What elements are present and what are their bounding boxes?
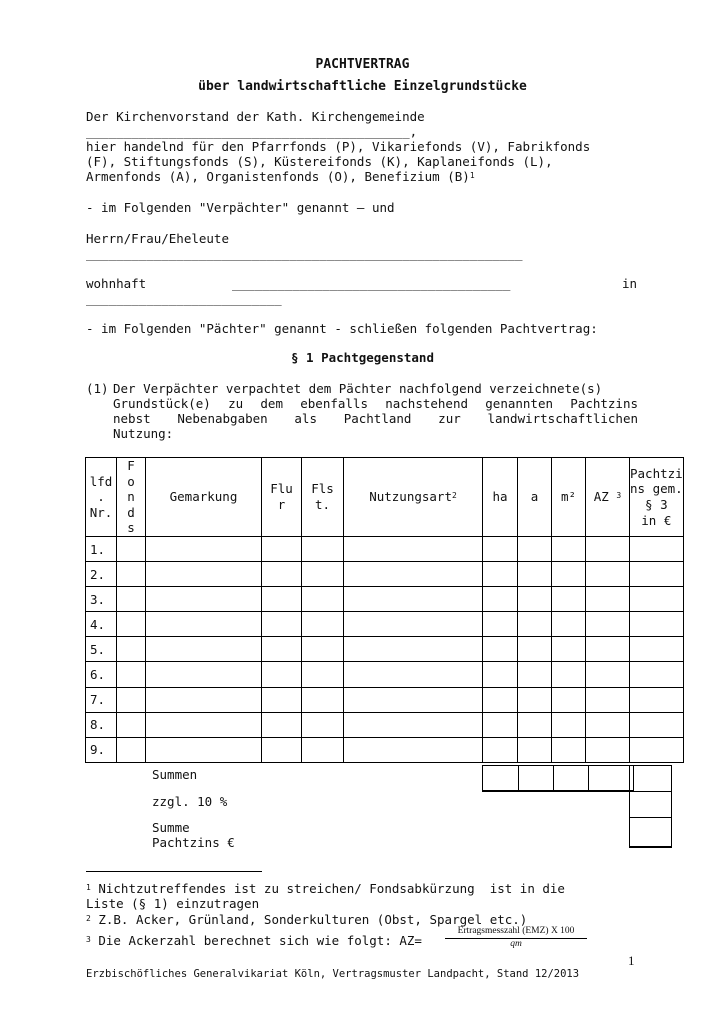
paechter-line: - im Folgenden "Pächter" genannt - schließen folgenden Pachtvertrag: <box>86 321 598 336</box>
table-cell[interactable] <box>344 662 483 687</box>
herr-label: Herrn/Frau/Eheleute <box>86 231 229 246</box>
intro-line-3: (F), Stiftungsfonds (S), Küstereifonds (K), Kaplaneifonds (L), <box>86 154 553 169</box>
header-lfd-nr <box>86 458 117 537</box>
table-cell[interactable] <box>483 637 518 662</box>
table-cell[interactable] <box>630 662 684 687</box>
table-cell[interactable] <box>302 737 344 762</box>
sum-a-cell[interactable] <box>519 766 554 791</box>
zzgl-pachtzins-cell[interactable] <box>630 792 672 818</box>
table-cell[interactable] <box>146 612 262 637</box>
row-number: 3. <box>86 587 117 612</box>
wohnhaft-blank[interactable]: _____________________________________ <box>232 276 511 291</box>
table-cell[interactable] <box>146 687 262 712</box>
table-cell[interactable] <box>586 687 630 712</box>
table-cell[interactable] <box>344 612 483 637</box>
parcel-table <box>85 457 684 763</box>
sum-double-underline <box>482 791 630 792</box>
para-1-line-3: nebst Nebenabgaben als Pachtland zur landwirtschaftlichen <box>113 411 638 426</box>
table-cell[interactable] <box>483 612 518 637</box>
table-cell[interactable] <box>518 637 552 662</box>
header-lfd-part: Nr. <box>89 504 113 520</box>
header-fonds <box>117 458 146 537</box>
header-flur <box>262 458 302 537</box>
sum-az-cell[interactable] <box>589 766 634 791</box>
total-pachtzins-cell[interactable] <box>630 818 672 848</box>
table-cell[interactable] <box>552 587 586 612</box>
table-cell[interactable] <box>117 637 146 662</box>
church-name-blank[interactable]: ___________________________________________, <box>86 124 418 139</box>
table-cell[interactable] <box>344 737 483 762</box>
table-cell[interactable] <box>146 712 262 737</box>
wohnhaft-label: wohnhaft <box>86 276 147 291</box>
table-cell[interactable] <box>117 687 146 712</box>
para-1-line-3-wrap <box>113 411 638 427</box>
intro-line-4 <box>86 169 475 185</box>
table-cell[interactable] <box>630 637 684 662</box>
table-cell[interactable] <box>117 712 146 737</box>
table-cell[interactable] <box>146 662 262 687</box>
table-cell[interactable] <box>630 712 684 737</box>
page-footer: Erzbischöfliches Generalvikariat Köln, Vertragsmuster Landpacht, Stand 12/2013 <box>86 968 580 980</box>
az-formula <box>445 926 587 950</box>
table-cell[interactable] <box>146 637 262 662</box>
header-lfd-part: lfd <box>89 473 113 489</box>
row-number: 4. <box>86 612 117 637</box>
footnote-ref-2: 2 <box>451 491 457 501</box>
table-cell[interactable] <box>552 687 586 712</box>
table-cell[interactable] <box>552 712 586 737</box>
table-cell[interactable] <box>630 536 684 561</box>
header-ha: ha <box>483 458 518 537</box>
zzgl-label: zzgl. 10 % <box>152 794 228 809</box>
header-pachtzins-part: ns gem. <box>630 481 683 497</box>
para-1-line-2-wrap <box>113 396 638 412</box>
footnote-ref-1: 1 <box>469 171 475 180</box>
table-cell[interactable] <box>302 587 344 612</box>
table-cell[interactable] <box>552 536 586 561</box>
table-row <box>86 536 684 561</box>
header-pachtzins <box>630 458 684 537</box>
footnote-1 <box>86 881 565 897</box>
table-cell[interactable] <box>146 587 262 612</box>
az-formula-numerator: Ertragsmesszahl (EMZ) X 100 <box>445 926 587 939</box>
table-cell[interactable] <box>518 587 552 612</box>
table-cell[interactable] <box>262 637 302 662</box>
header-fonds-part: n <box>127 489 135 505</box>
table-cell[interactable] <box>262 712 302 737</box>
footnote-1-line-2: Liste (§ 1) einzutragen <box>86 896 260 911</box>
header-flur-part: r <box>277 496 286 512</box>
summe-label-1: Summe <box>152 820 190 835</box>
table-cell[interactable] <box>552 737 586 762</box>
table-cell[interactable] <box>518 536 552 561</box>
para-1-line-2: Grundstück(e) zu dem ebenfalls nachstehend genannten Pachtzins <box>113 396 638 411</box>
table-cell[interactable] <box>518 687 552 712</box>
table-row <box>86 662 684 687</box>
table-cell[interactable] <box>552 637 586 662</box>
table-row <box>86 612 684 637</box>
table-cell[interactable] <box>630 587 684 612</box>
table-row <box>86 637 684 662</box>
verpaechter-line: - im Folgenden "Verpächter" genannt – und <box>86 200 395 215</box>
table-cell[interactable] <box>586 712 630 737</box>
section-1-title: § 1 Pachtgegenstand <box>291 350 434 365</box>
header-nutzungsart-text: Nutzungsart <box>369 489 452 505</box>
table-cell[interactable] <box>262 662 302 687</box>
table-cell[interactable] <box>586 662 630 687</box>
table-cell[interactable] <box>483 562 518 587</box>
table-cell[interactable] <box>302 536 344 561</box>
footnote-2-mark: 2 <box>86 914 91 923</box>
row-number: 7. <box>86 687 117 712</box>
header-lfd-part: . <box>97 489 105 505</box>
summen-label: Summen <box>152 767 198 782</box>
table-cell[interactable] <box>262 737 302 762</box>
table-cell[interactable] <box>483 587 518 612</box>
table-cell[interactable] <box>117 737 146 762</box>
table-cell[interactable] <box>518 737 552 762</box>
table-row <box>86 737 684 762</box>
footnote-2-text: Z.B. Acker, Grünland, Sonderkulturen (Obst, Spargel etc.) <box>98 912 528 927</box>
page-number: 1 <box>628 953 635 968</box>
table-cell[interactable] <box>518 562 552 587</box>
row-number: 9. <box>86 737 117 762</box>
row-number: 5. <box>86 637 117 662</box>
table-cell[interactable] <box>344 637 483 662</box>
footnote-3 <box>86 933 422 949</box>
table-cell[interactable] <box>344 712 483 737</box>
table-cell[interactable] <box>302 612 344 637</box>
header-fonds-part: o <box>127 473 135 489</box>
document-subtitle: über landwirtschaftliche Einzelgrundstücke <box>198 79 527 94</box>
table-row <box>86 687 684 712</box>
header-fonds-part: s <box>127 520 135 536</box>
table-cell[interactable] <box>586 637 630 662</box>
table-cell[interactable] <box>552 612 586 637</box>
table-row <box>86 562 684 587</box>
table-cell[interactable] <box>344 687 483 712</box>
herr-blank[interactable]: __________________________________________________________ <box>86 246 523 261</box>
table-cell[interactable] <box>552 562 586 587</box>
table-cell[interactable] <box>117 536 146 561</box>
row-number: 1. <box>86 536 117 561</box>
table-cell[interactable] <box>586 737 630 762</box>
table-cell[interactable] <box>146 536 262 561</box>
table-cell[interactable] <box>586 562 630 587</box>
table-cell[interactable] <box>630 562 684 587</box>
table-cell[interactable] <box>518 712 552 737</box>
header-pachtzins-part: in € <box>641 512 672 528</box>
table-cell[interactable] <box>630 737 684 762</box>
footnote-3-text: Die Ackerzahl berechnet sich wie folgt: AZ= <box>98 933 422 948</box>
table-cell[interactable] <box>262 562 302 587</box>
header-flst <box>302 458 344 537</box>
table-cell[interactable] <box>586 612 630 637</box>
header-az <box>586 458 630 537</box>
header-m2: m² <box>552 458 586 537</box>
table-cell[interactable] <box>552 662 586 687</box>
row-number: 8. <box>86 712 117 737</box>
header-gemarkung: Gemarkung <box>146 458 262 537</box>
para-1-number: (1) <box>86 381 109 396</box>
header-fonds-part: F <box>127 458 135 473</box>
table-cell[interactable] <box>518 662 552 687</box>
table-cell[interactable] <box>262 587 302 612</box>
row-number: 6. <box>86 662 117 687</box>
table-cell[interactable] <box>630 687 684 712</box>
table-cell[interactable] <box>302 712 344 737</box>
footnote-3-mark: 3 <box>86 935 91 944</box>
table-cell[interactable] <box>586 536 630 561</box>
table-cell[interactable] <box>262 687 302 712</box>
header-flst-part: Fls <box>311 481 334 497</box>
para-1-line-4: Nutzung: <box>113 426 174 441</box>
footnote-separator <box>86 871 262 872</box>
header-fonds-part: d <box>127 504 135 520</box>
table-cell[interactable] <box>483 687 518 712</box>
table-cell[interactable] <box>146 737 262 762</box>
table-cell[interactable] <box>483 712 518 737</box>
table-cell[interactable] <box>302 637 344 662</box>
pachtzins-summary-cells <box>629 765 672 848</box>
table-cell[interactable] <box>146 562 262 587</box>
document-title: PACHTVERTRAG <box>315 57 410 72</box>
table-cell[interactable] <box>262 536 302 561</box>
summe-label-2: Pachtzins € <box>152 835 235 850</box>
intro-line-1: Der Kirchenvorstand der Kath. Kirchengemeinde <box>86 109 425 124</box>
sum-pachtzins-cell[interactable] <box>630 766 672 792</box>
in-label: in <box>622 276 638 291</box>
header-a: a <box>518 458 552 537</box>
table-cell[interactable] <box>483 737 518 762</box>
table-cell[interactable] <box>117 612 146 637</box>
intro-line-4-text: Armenfonds (A), Organistenfonds (O), Benefizium (B) <box>86 169 470 184</box>
table-cell[interactable] <box>302 662 344 687</box>
table-cell[interactable] <box>518 612 552 637</box>
summen-area-cells <box>482 765 634 791</box>
table-cell[interactable] <box>117 662 146 687</box>
table-header-row <box>86 458 684 537</box>
table-cell[interactable] <box>483 662 518 687</box>
table-cell[interactable] <box>344 562 483 587</box>
footnote-1-text: Nichtzutreffendes ist zu streichen/ Fondsabkürzung ist in die <box>98 881 565 896</box>
intro-line-2: hier handelnd für den Pfarrfonds (P), Vikariefonds (V), Fabrikfonds <box>86 139 591 154</box>
table-row <box>86 712 684 737</box>
sum-ha-cell[interactable] <box>483 766 519 791</box>
header-nutzungsart <box>344 458 483 537</box>
table-cell[interactable] <box>262 612 302 637</box>
para-1-line-1: Der Verpächter verpachtet dem Pächter nachfolgend verzeichnete(s) <box>113 381 603 396</box>
table-cell[interactable] <box>302 562 344 587</box>
header-flst-part: t. <box>314 496 331 512</box>
header-flur-part: Flu <box>270 481 293 497</box>
table-cell[interactable] <box>586 587 630 612</box>
table-row <box>86 587 684 612</box>
city-blank[interactable]: __________________________ <box>86 291 282 306</box>
table-cell[interactable] <box>117 562 146 587</box>
table-cell[interactable] <box>483 536 518 561</box>
table-cell[interactable] <box>344 536 483 561</box>
table-cell[interactable] <box>630 612 684 637</box>
row-number: 2. <box>86 562 117 587</box>
header-az-text: AZ <box>593 489 609 505</box>
header-pachtzins-part: Pachtzi <box>630 465 683 481</box>
sum-m2-cell[interactable] <box>554 766 589 791</box>
table-cell[interactable] <box>344 587 483 612</box>
footnote-1-mark: 1 <box>86 883 91 892</box>
table-cell[interactable] <box>302 687 344 712</box>
header-pachtzins-part: § 3 <box>645 496 668 512</box>
footnote-ref-3: 3 <box>616 491 622 501</box>
table-cell[interactable] <box>117 587 146 612</box>
az-formula-denominator: qm <box>510 939 522 949</box>
